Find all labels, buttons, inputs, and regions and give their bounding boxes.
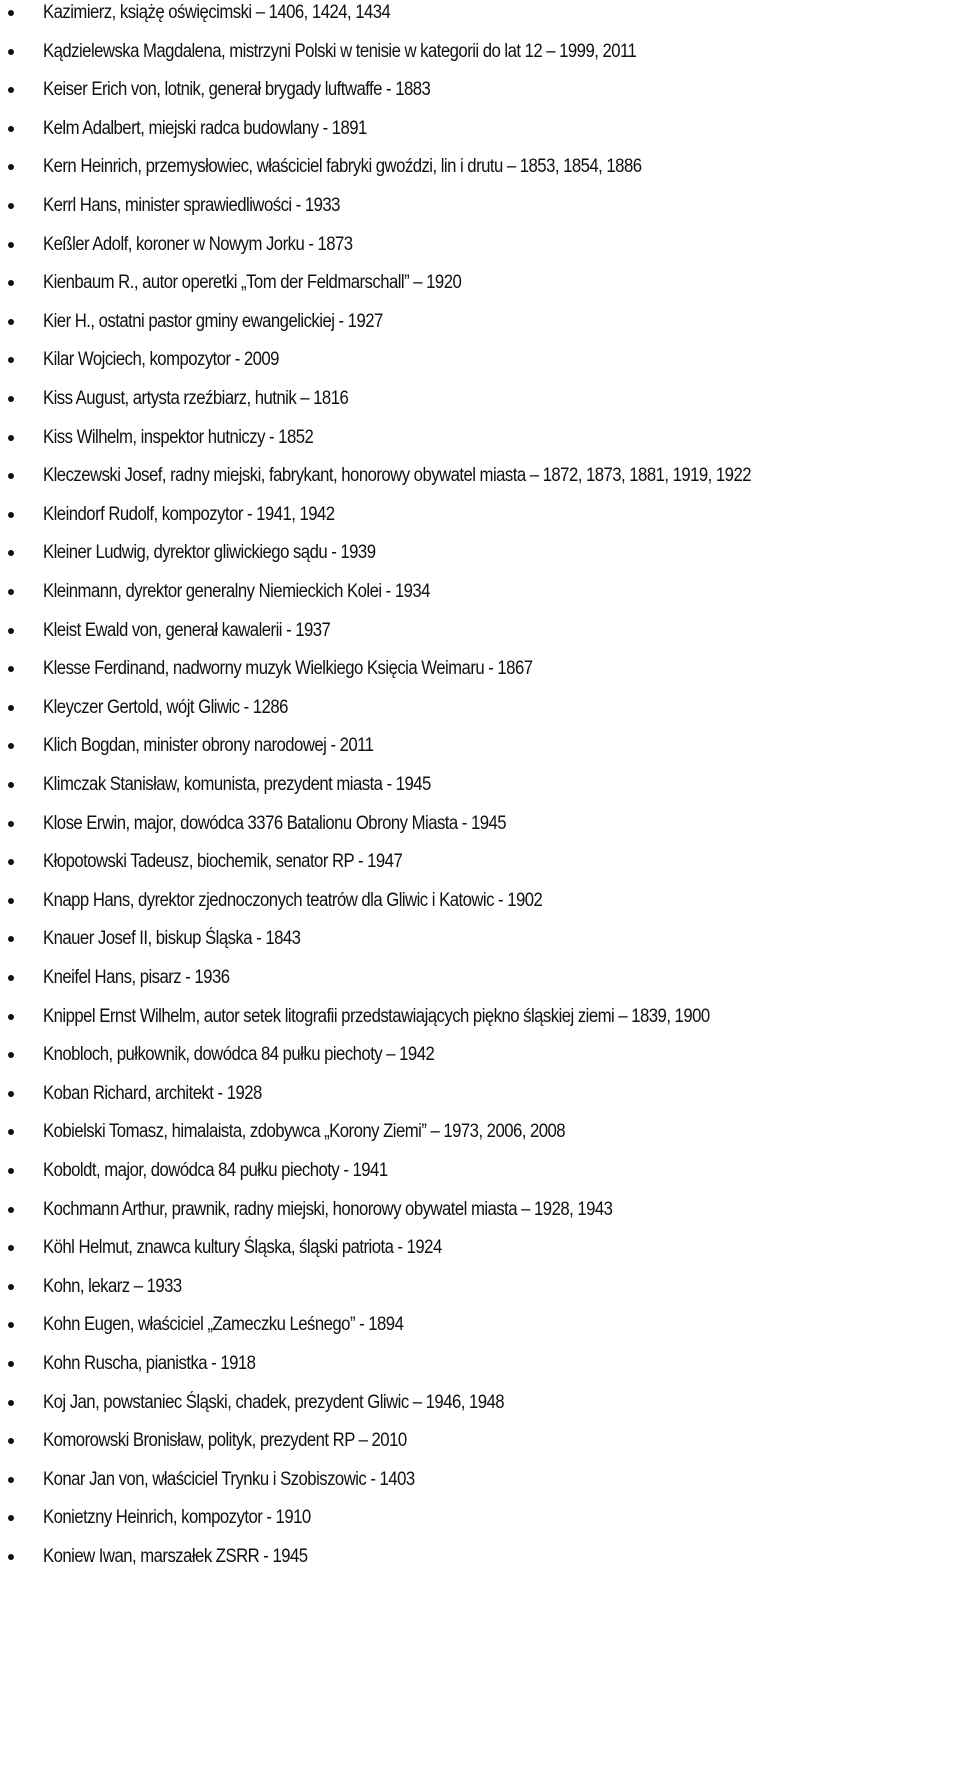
bullet-icon [8, 936, 14, 942]
list-item [0, 1349, 960, 1379]
entry-text: Kelm Adalbert, miejski radca budowlany - 1891 [43, 118, 367, 139]
bullet-icon [8, 1052, 14, 1058]
bullet-icon [8, 164, 14, 170]
entry-text: Kleindorf Rudolf, kompozytor - 1941, 1942 [43, 504, 335, 525]
list-item [0, 924, 960, 954]
entry-text: Kiss Wilhelm, inspektor hutniczy - 1852 [43, 427, 314, 448]
bullet-icon [8, 126, 14, 132]
entry-text: Kłopotowski Tadeusz, biochemik, senator RP - 1947 [43, 851, 403, 872]
bullet-icon [8, 1515, 14, 1521]
entry-text: Klich Bogdan, minister obrony narodowej - 2011 [43, 735, 374, 756]
entry-text: Klesse Ferdinand, nadworny muzyk Wielkiego Księcia Weimaru - 1867 [43, 658, 533, 679]
list-item [0, 616, 960, 646]
entry-text: Knapp Hans, dyrektor zjednoczonych teatrów dla Gliwic i Katowic - 1902 [43, 890, 543, 911]
entry-text: Kleist Ewald von, generał kawalerii - 1937 [43, 620, 331, 641]
entry-text: Koboldt, major, dowódca 84 pułku piechoty - 1941 [43, 1160, 388, 1181]
bullet-icon [8, 1014, 14, 1020]
list-item [0, 654, 960, 684]
entry-text: Konar Jan von, właściciel Trynku i Szobiszowic - 1403 [43, 1469, 415, 1490]
list-item [0, 461, 960, 491]
entry-text: Kneifel Hans, pisarz - 1936 [43, 967, 230, 988]
list-item [0, 538, 960, 568]
entry-text: Kohn Ruscha, pianistka - 1918 [43, 1353, 256, 1374]
bullet-icon [8, 705, 14, 711]
bullet-icon [8, 435, 14, 441]
entry-text: Kohn Eugen, właściciel „Zameczku Leśnego” - 1894 [43, 1314, 404, 1335]
list-item [0, 307, 960, 337]
list-item [0, 1079, 960, 1109]
bullet-icon [8, 473, 14, 479]
bullet-icon [8, 1284, 14, 1290]
entry-text: Kier H., ostatni pastor gminy ewangelickiej - 1927 [43, 311, 383, 332]
list-item [0, 577, 960, 607]
list-item [0, 770, 960, 800]
entry-text: Kienbaum R., autor operetki „Tom der Feldmarschall” – 1920 [43, 272, 462, 293]
list-item [0, 1040, 960, 1070]
entry-text: Koban Richard, architekt - 1928 [43, 1083, 262, 1104]
bullet-icon [8, 1554, 14, 1560]
bullet-icon [8, 87, 14, 93]
entry-text: Komorowski Bronisław, polityk, prezydent RP – 2010 [43, 1430, 407, 1451]
entry-text: Kleinmann, dyrektor generalny Niemieckich Kolei - 1934 [43, 581, 430, 602]
bullet-icon [8, 1477, 14, 1483]
list-item [0, 500, 960, 530]
bullet-icon [8, 550, 14, 556]
list-item [0, 1310, 960, 1340]
bullet-icon [8, 49, 14, 55]
bullet-icon [8, 280, 14, 286]
entry-text: Kohn, lekarz – 1933 [43, 1276, 182, 1297]
entry-text: Knauer Josef II, biskup Śląska - 1843 [43, 928, 301, 949]
entry-text: Keßler Adolf, koroner w Nowym Jorku - 1873 [43, 234, 353, 255]
bullet-icon [8, 821, 14, 827]
bullet-icon [8, 512, 14, 518]
entry-text: Kerrl Hans, minister sprawiedliwości - 1933 [43, 195, 340, 216]
bullet-icon [8, 357, 14, 363]
bullet-icon [8, 666, 14, 672]
entry-text: Kern Heinrich, przemysłowiec, właściciel fabryki gwoździ, lin i drutu – 1853, 1854, 1886 [43, 156, 642, 177]
bullet-icon [8, 203, 14, 209]
entry-text: Kądzielewska Magdalena, mistrzyni Polski w tenisie w kategorii do lat 12 – 1999, 2011 [43, 41, 637, 62]
list-item [0, 847, 960, 877]
list-item [0, 37, 960, 67]
entry-text: Klose Erwin, major, dowódca 3376 Batalionu Obrony Miasta - 1945 [43, 813, 507, 834]
entry-text: Konietzny Heinrich, kompozytor - 1910 [43, 1507, 311, 1528]
entry-text: Kochmann Arthur, prawnik, radny miejski, honorowy obywatel miasta – 1928, 1943 [43, 1199, 613, 1220]
list-item [0, 1465, 960, 1495]
entry-text: Kiss August, artysta rzeźbiarz, hutnik – 1816 [43, 388, 349, 409]
list-item [0, 1503, 960, 1533]
list-item [0, 886, 960, 916]
list-item [0, 152, 960, 182]
bullet-icon [8, 1207, 14, 1213]
list-item [0, 809, 960, 839]
list-item [0, 1233, 960, 1263]
bullet-icon [8, 975, 14, 981]
list-item [0, 1426, 960, 1456]
entry-text: Kilar Wojciech, kompozytor - 2009 [43, 349, 279, 370]
bullet-icon [8, 743, 14, 749]
entry-text: Kazimierz, książę oświęcimski – 1406, 1424, 1434 [43, 2, 391, 23]
list-item [0, 1117, 960, 1147]
list-item [0, 693, 960, 723]
bullet-icon [8, 10, 14, 16]
bullet-icon [8, 1400, 14, 1406]
list-item [0, 384, 960, 414]
list-item [0, 963, 960, 993]
bullet-icon [8, 1168, 14, 1174]
entry-text: Koj Jan, powstaniec Śląski, chadek, prezydent Gliwic – 1946, 1948 [43, 1392, 505, 1413]
bullet-icon [8, 589, 14, 595]
entry-text: Keiser Erich von, lotnik, generał brygady luftwaffe - 1883 [43, 79, 431, 100]
list-item [0, 75, 960, 105]
entry-text: Knippel Ernst Wilhelm, autor setek litografii przedstawiających piękno śląskiej ziemi – 1839, 1900 [43, 1006, 710, 1027]
bullet-icon [8, 1245, 14, 1251]
entry-text: Köhl Helmut, znawca kultury Śląska, śląski patriota - 1924 [43, 1237, 442, 1258]
entry-text: Kleyczer Gertold, wójt Gliwic - 1286 [43, 697, 288, 718]
entry-text: Koniew Iwan, marszałek ZSRR - 1945 [43, 1546, 308, 1567]
list-item [0, 191, 960, 221]
list-item [0, 1542, 960, 1572]
list-item [0, 345, 960, 375]
bullet-icon [8, 1322, 14, 1328]
bullet-icon [8, 859, 14, 865]
list-item [0, 0, 960, 28]
list-item [0, 731, 960, 761]
bullet-icon [8, 1091, 14, 1097]
bullet-icon [8, 1361, 14, 1367]
list-item [0, 268, 960, 298]
entry-text: Kleiner Ludwig, dyrektor gliwickiego sądu - 1939 [43, 542, 376, 563]
bullet-icon [8, 242, 14, 248]
entry-text: Kleczewski Josef, radny miejski, fabrykant, honorowy obywatel miasta – 1872, 1873, 1881, 1919, 1922 [43, 465, 752, 486]
list-item [0, 230, 960, 260]
list-item [0, 1195, 960, 1225]
bullet-icon [8, 898, 14, 904]
entry-text: Knobloch, pułkownik, dowódca 84 pułku piechoty – 1942 [43, 1044, 435, 1065]
bullet-icon [8, 628, 14, 634]
entry-text: Kobielski Tomasz, himalaista, zdobywca „Korony Ziemi” – 1973, 2006, 2008 [43, 1121, 566, 1142]
bullet-icon [8, 319, 14, 325]
list-item [0, 1272, 960, 1302]
bullet-icon [8, 1129, 14, 1135]
list-item [0, 1388, 960, 1418]
list-item [0, 1156, 960, 1186]
bullet-icon [8, 1438, 14, 1444]
bullet-icon [8, 782, 14, 788]
list-item [0, 114, 960, 144]
entry-text: Klimczak Stanisław, komunista, prezydent miasta - 1945 [43, 774, 431, 795]
list-item [0, 423, 960, 453]
list-item [0, 1002, 960, 1032]
bullet-icon [8, 396, 14, 402]
